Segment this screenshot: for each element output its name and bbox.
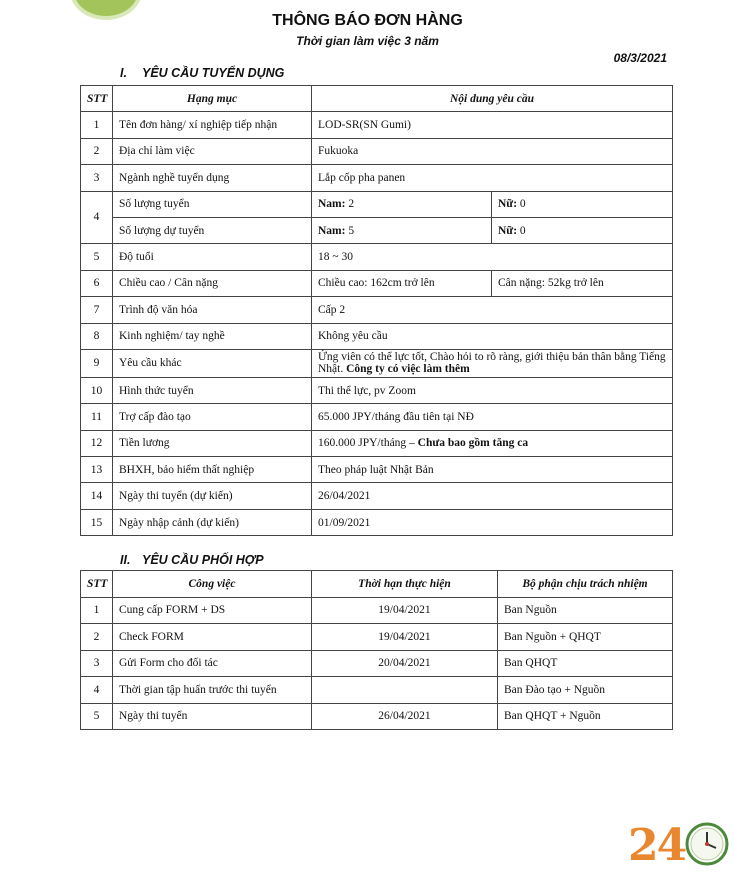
row-number: 11: [81, 404, 113, 430]
row-number: 15: [81, 509, 113, 535]
column-header-content: Nội dung yêu cầu: [312, 86, 673, 112]
table-row: [81, 323, 673, 349]
male-count: [312, 217, 492, 243]
row-content: Theo pháp luật Nhật Bản: [312, 457, 673, 483]
row-number: 3: [81, 165, 113, 191]
row-item: Địa chỉ làm việc: [113, 138, 312, 164]
row-content-text: 160.000 JPY/tháng –: [318, 437, 415, 450]
row-content: 01/09/2021: [312, 509, 673, 535]
table-row: [81, 650, 673, 677]
row-task: Cung cấp FORM + DS: [113, 597, 312, 624]
row-item: Ngày nhập cảnh (dự kiến): [113, 509, 312, 535]
column-header-item: Hạng mục: [113, 86, 312, 112]
row-item: Kinh nghiệm/ tay nghề: [113, 323, 312, 349]
male-value: 5: [348, 224, 355, 237]
row-content: 65.000 JPY/tháng đầu tiên tại NĐ: [312, 404, 673, 430]
section-number: II.: [120, 553, 131, 567]
column-header-department: Bộ phận chịu trách nhiệm: [498, 571, 673, 598]
column-header-stt: STT: [81, 571, 113, 598]
section-heading-coordination: [120, 553, 264, 567]
row-number: 7: [81, 297, 113, 323]
row-number: 6: [81, 270, 113, 296]
row-item: Độ tuổi: [113, 244, 312, 270]
row-item: Tiền lương: [113, 430, 312, 456]
table-row: [81, 483, 673, 509]
row-task: Ngày thi tuyển: [113, 703, 312, 730]
row-content: Lắp cốp pha panen: [312, 165, 673, 191]
table-row: [81, 703, 673, 730]
table-row: [81, 404, 673, 430]
column-header-stt: STT: [81, 86, 113, 112]
row-item: Yêu cầu khác: [113, 349, 312, 377]
row-task: Gửi Form cho đối tác: [113, 650, 312, 677]
table-row: [81, 112, 673, 138]
table-row: [81, 297, 673, 323]
clock-icon: [685, 822, 729, 866]
row-number: 13: [81, 457, 113, 483]
row-item: BHXH, bảo hiểm thất nghiệp: [113, 457, 312, 483]
table-row: [81, 377, 673, 403]
table-row: [81, 217, 673, 243]
table-row: [81, 624, 673, 651]
row-content: [312, 430, 673, 456]
row-content: LOD-SR(SN Gumi): [312, 112, 673, 138]
height-requirement: Chiều cao: 162cm trở lên: [312, 270, 492, 296]
watermark-text: 24: [628, 820, 686, 871]
row-number: 1: [81, 112, 113, 138]
row-number: 4: [81, 191, 113, 244]
row-department: Ban Đào tạo + Nguồn: [498, 677, 673, 704]
row-number: 5: [81, 703, 113, 730]
female-label: Nữ:: [498, 198, 518, 211]
row-number: 9: [81, 349, 113, 377]
row-content: [312, 349, 673, 377]
section-heading-recruitment: [120, 66, 284, 80]
row-item: Hình thức tuyển: [113, 377, 312, 403]
watermark-logo: [628, 820, 728, 870]
table-header-row: [81, 571, 673, 598]
table-row: [81, 138, 673, 164]
row-item: Ngày thi tuyển (dự kiến): [113, 483, 312, 509]
row-number: 8: [81, 323, 113, 349]
row-number: 1: [81, 597, 113, 624]
row-item: Số lượng tuyển: [113, 191, 312, 217]
section-number: I.: [120, 66, 127, 80]
row-number: 12: [81, 430, 113, 456]
column-header-task: Công việc: [113, 571, 312, 598]
row-number: 2: [81, 138, 113, 164]
row-item: Số lượng dự tuyển: [113, 217, 312, 243]
male-label: Nam:: [318, 224, 346, 237]
row-content: Không yêu cầu: [312, 323, 673, 349]
row-content: 26/04/2021: [312, 483, 673, 509]
row-task: Thời gian tập huấn trước thi tuyển: [113, 677, 312, 704]
row-number: 2: [81, 624, 113, 651]
document-date: 08/3/2021: [613, 51, 667, 65]
table-header-row: [81, 86, 673, 112]
recruitment-table: [80, 85, 673, 536]
row-content-emphasis: Công ty có việc làm thêm: [346, 363, 470, 376]
row-deadline: [312, 677, 498, 704]
row-number: 4: [81, 677, 113, 704]
row-department: Ban Nguồn: [498, 597, 673, 624]
page-subtitle: Thời gian làm việc 3 năm: [296, 34, 439, 48]
table-row: [81, 457, 673, 483]
row-number: 5: [81, 244, 113, 270]
row-deadline: 20/04/2021: [312, 650, 498, 677]
weight-requirement: Cân nặng: 52kg trở lên: [492, 270, 673, 296]
table-row: [81, 677, 673, 704]
row-department: Ban Nguồn + QHQT: [498, 624, 673, 651]
row-item: Trợ cấp đào tạo: [113, 404, 312, 430]
male-value: 2: [348, 198, 355, 211]
table-row: [81, 270, 673, 296]
female-label: Nữ:: [498, 224, 518, 237]
section-title: YÊU CẦU TUYỂN DỤNG: [142, 66, 285, 80]
row-content-emphasis: Chưa bao gồm tăng ca: [417, 437, 529, 450]
row-content: Fukuoka: [312, 138, 673, 164]
column-header-deadline: Thời hạn thực hiện: [312, 571, 498, 598]
row-content: 18 ~ 30: [312, 244, 673, 270]
female-count: [492, 191, 673, 217]
female-value: 0: [519, 224, 526, 237]
row-deadline: 26/04/2021: [312, 703, 498, 730]
table-row: [81, 509, 673, 535]
male-label: Nam:: [318, 198, 346, 211]
row-number: 10: [81, 377, 113, 403]
row-number: 3: [81, 650, 113, 677]
row-item: Ngành nghề tuyển dụng: [113, 165, 312, 191]
table-row: [81, 597, 673, 624]
row-number: 14: [81, 483, 113, 509]
male-count: [312, 191, 492, 217]
row-task: Check FORM: [113, 624, 312, 651]
section-title: YÊU CẦU PHỐI HỢP: [142, 553, 264, 567]
female-count: [492, 217, 673, 243]
row-item: Chiều cao / Cân nặng: [113, 270, 312, 296]
row-content-text: Ứng viên có thể lực tốt, Chào hỏi to rõ ràng, giới thiệu bản thân bằng Tiếng Nhật.: [318, 351, 666, 376]
row-department: Ban QHQT + Nguồn: [498, 703, 673, 730]
row-content: Cấp 2: [312, 297, 673, 323]
row-deadline: 19/04/2021: [312, 597, 498, 624]
table-row: [81, 430, 673, 456]
coordination-table: [80, 570, 673, 730]
row-item: Tên đơn hàng/ xí nghiệp tiếp nhận: [113, 112, 312, 138]
row-deadline: 19/04/2021: [312, 624, 498, 651]
row-content: Thi thể lực, pv Zoom: [312, 377, 673, 403]
table-row: [81, 191, 673, 217]
row-department: Ban QHQT: [498, 650, 673, 677]
table-row: [81, 244, 673, 270]
table-row: [81, 165, 673, 191]
table-row: [81, 349, 673, 377]
row-item: Trình độ văn hóa: [113, 297, 312, 323]
page-title: THÔNG BÁO ĐƠN HÀNG: [272, 12, 463, 29]
female-value: 0: [519, 198, 526, 211]
